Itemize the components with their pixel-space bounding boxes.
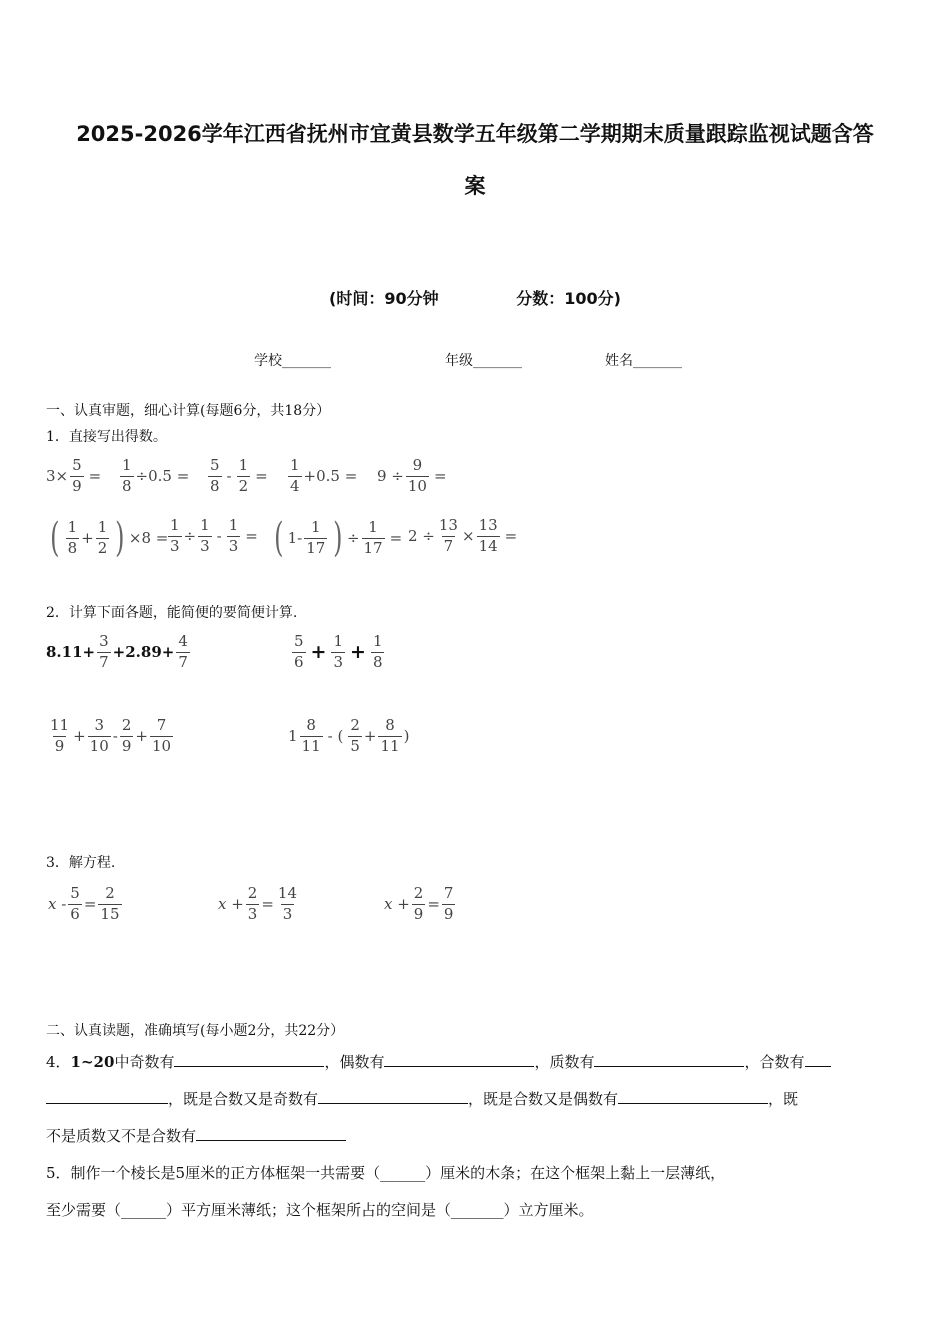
q1-expr-5: 9 ÷ $\frac{9}{10}$ = [377,456,447,495]
time-score-line [0,286,950,309]
q5-line-1: 制作一个棱长是5厘米的正方体框架一共需要（______）厘米的木条；在这个框架上黏上一层薄纸， [70,1164,726,1182]
question-3-label: 3．解方程. [46,855,116,871]
exam-title [40,108,910,212]
q2-expr-2: $\frac{5}{6}$ + $\frac{1}{3}$ + $\frac{1}{8}$ [294,632,383,671]
q1-expr-3: $\frac{5}{8}$ - $\frac{1}{2}$ = [210,456,268,495]
q1-expr-9: 2 ÷ $\frac{13}{7}$ × $\frac{13}{14}$ = [408,516,518,555]
section-1-heading: 一、认真审题，细心计算(每题6分，共18分） [46,403,331,419]
question-2-label: 2．计算下面各题，能简便的要简便计算. [46,605,298,621]
title-line-2: 案 [464,174,486,198]
q2-expr-1: 8.11+ $\frac{3}{7}$ +2.89+ $\frac{4}{7}$ [46,632,188,671]
q1-expr-6: ( $\frac{1}{8}$ + $\frac{1}{2}$ ) ×8 = [50,515,169,561]
q1-expr-2: $\frac{1}{8}$ ÷0.5 = [122,456,190,495]
q1-expr-8: ( 1- $\frac{1}{17}$ ) ÷ $\frac{1}{17}$ = [274,515,403,561]
q1-expr-4: $\frac{1}{4}$ +0.5 = [290,456,358,495]
time-limit: (时间：90分钟 [329,289,439,308]
total-score: 分数：100分) [516,289,621,308]
q3-equation-3: x + $\frac{2}{9}$ = $\frac{7}{9}$ [384,884,454,923]
question-1-label: 1．直接写出得数。 [46,429,167,445]
grade-field: 年级_______ [445,353,522,369]
q1-expr-1: 3× $\frac{5}{9}$ = [46,456,102,495]
title-line-1: 2025-2026学年江西省抚州市宜黄县数学五年级第二学期期末质量跟踪监视试题含答 [76,122,874,146]
section-2-heading: 二、认真读题，准确填写(每小题2分，共22分） [46,1023,345,1039]
question-4: 4．1~20中奇数有 ，偶数有 ，质数有 ，合数有 ，既是合数又是奇数有 ，既是合数又是偶数有 ，既 不是质数又不是合数有 [46,1044,902,1155]
q3-equation-2: x + $\frac{2}{3}$ = $\frac{14}{3}$ [218,884,298,923]
q2-expr-4: 1 $\frac{8}{11}$ - ( $\frac{2}{5}$ + $\frac{8}{11}$ ) [288,716,410,755]
q1-expr-7: $\frac{1}{3}$ ÷ $\frac{1}{3}$ - $\frac{1}{3}$ = [170,516,258,555]
q2-expr-3: $\frac{11}{9}$ + $\frac{3}{10}$ - $\frac{2}{9}$ + $\frac{7}{10}$ [50,716,172,755]
name-field: 姓名_______ [605,353,682,369]
q3-equation-1: x - $\frac{5}{6}$ = $\frac{2}{15}$ [48,884,120,923]
q5-line-2: 至少需要（______）平方厘米薄纸；这个框架所占的空间是（_______）立方厘米。 [46,1201,594,1219]
question-5: 5．制作一个棱长是5厘米的正方体框架一共需要（______）厘米的木条；在这个框架上黏上一层薄纸， 至少需要（______）平方厘米薄纸；这个框架所占的空间是（_______）立方厘米。 [46,1164,726,1219]
school-field: 学校_______ [254,353,331,369]
